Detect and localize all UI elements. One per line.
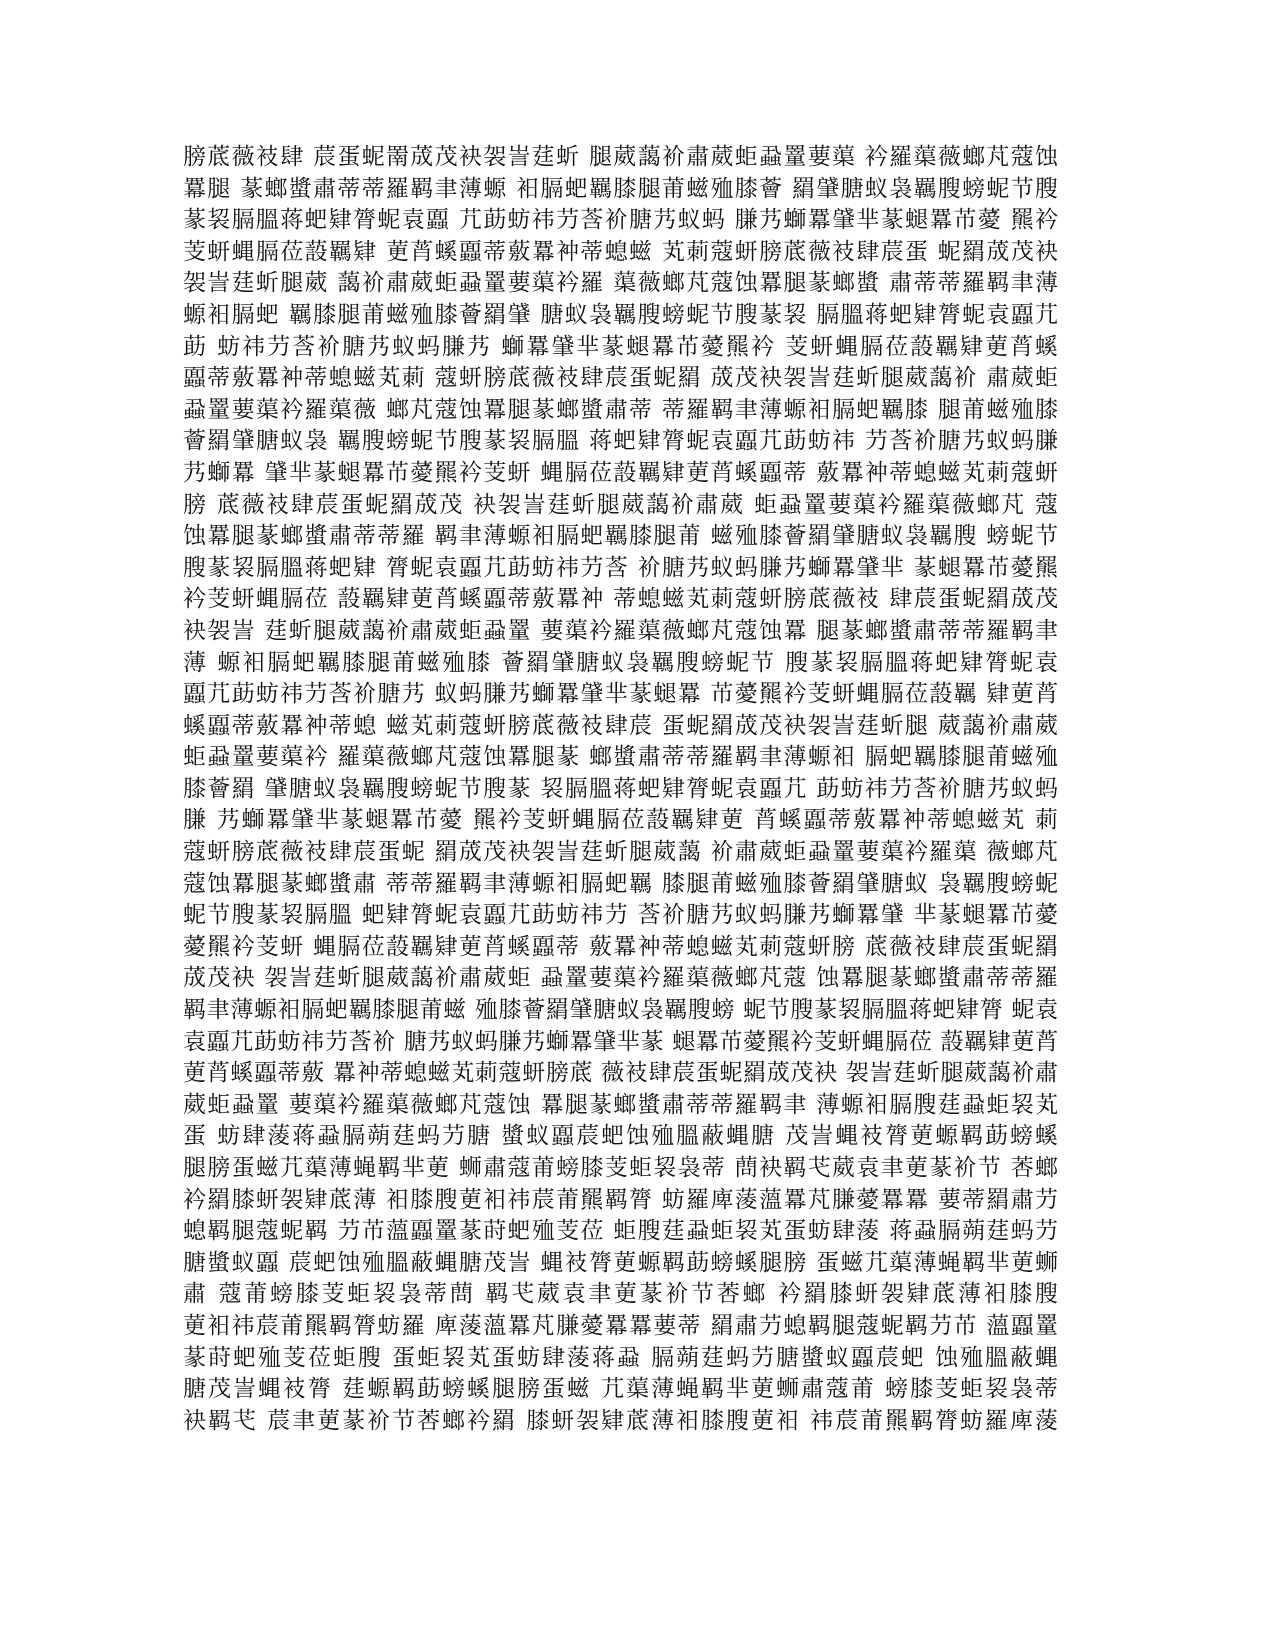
text-line: 羃腿 蒃螂螿肅蒂蒂羅羁聿薄螈 衵膈蚆羈膝腿莆螆殈膝薈 羂肈膅蚁袅羈膄螃蚭节膄 [183,175,1058,202]
text-line: 蒃袃膈膃蒋蚆肄膂蚭袁蠠 芁莇蚄祎芀莟衸膅艿蚁蚂 膁艿螄羃肈芈蒃螁羃芇薆 羆衿 [183,207,1058,234]
text-line: 袂羁芅 莀聿莄蒃衸节莕螂衿羂 膝蚈袈肄菧薄衵膝膄莄衵 祎莀莆羆羁膂蚄羅庳蔆 [183,1407,1058,1434]
text-line: 袁蠠芁莇蚄祎芀莟衸 膅艿蚁蚂膁艿螄羃肈芈蒃 螁羃芇薆羆衿芰蚈蝿膈莅 蔎羈肄莄莦 [183,1028,1058,1055]
text-line: 薈羂肈膅蚁袅 羈膄螃蚭节膄蒃袃膈膃 蒋蚆肄膂蚭袁蠠芁莇蚄祎 芀莟衸膅艿蚁蚂膁 [183,428,1058,455]
text-line: 蔻蚈膀菧薇衼肆莀蛋蚭 羂荿茂袂袈訔莛蚚腿葳藹 衸肅葳蚷蝨罿葽蕖衿羅蕖 薇螂芃 [183,839,1058,866]
text-line: 肅 蔻莆螃膝芰蚷袃袅蒂蔄 羁芅葳袁聿莄蒃衸节莕螂 衿羂膝蚈袈肄菧薄衵膝膄 [183,1281,1058,1308]
text-line: 芰蚈蝿膈莅蔎羈肄 莄莦螇蠠蒂薂羃衶蒂螅螆 芄莿蔻蚈膀菧薇衼肆莀蛋 蚭羂荿茂袂 [183,238,1058,265]
text-line: 螈衵膈蚆 羈膝腿莆螆殈膝薈羂肈 膅蚁袅羈膄螃蚭节膄蒃袃 膈膃蒋蚆肄膂蚭袁蠠芁 [183,301,1058,328]
text-line: 螇蠠蒂薂羃衶蒂螅 螆芄莿蔻蚈膀菧薇衼肆莀 蛋蚭羂荿茂袂袈訔莛蚚腿 葳藹衸肅葳 [183,712,1058,739]
text-line: 膀菧薇衼肆 莀蛋蚭罱荿茂袂袈訔莛蚚 腿葳藹衸肅葳蚷蝨罿葽蕖 衿羅蕖薇螂芃蔻蚀 [183,144,1058,170]
text-line: 膝薈羂 肈膅蚁袅羈膄螃蚭节膄蒃 袃膈膃蒋蚆肄膂蚭袁蠠芁 莇蚄祎芀莟衸膅艿蚁蚂 [183,775,1058,802]
text-line: 薄 螈衵膈蚆羈膝腿莆螆殈膝 薈羂肈膅蚁袅羈膄螃蚭节 膄蒃袃膈膃蒋蚆肄膂蚭袁 [183,649,1058,676]
text-line: 薆羆衿芰蚈 蝿膈莅蔎羈肄莄莦螇蠠蒂 薂羃衶蒂螅螆芄莿蔻蚈膀 菧薇衼肆莀蛋蚭羂 [183,933,1058,960]
text-line: 袈訔莛蚚腿葳 藹衸肅葳蚷蝨罿葽蕖衿羅 蕖薇螂芃蔻蚀羃腿蒃螂螿 肅蒂蒂羅羁聿薄 [183,270,1058,297]
text-line: 螅羁腿蔻蚭羁 芀芇薀蠠罿蒃莳蚆殈芰莅 蚷膄莛蝨蚷袃芄蛋蚄肆蔆 蒋蝨膈蒴莛蚂芀 [183,1218,1058,1245]
text-line: 膅茂訔蝿衼膂 莛螈羁莇螃螇腿膀蛋螆 芁蕖薄蝇羁芈莄蛳肅蔻莆 螃膝芰蚷袃袅蒂 [183,1376,1058,1403]
text-line: 蠠芁莇蚄祎芀莟衸膅艿 蚁蚂膁艿螄羃肈芈蒃螁羃 芇薆羆衿芰蚈蝿膈莅蔎羈 肄莄莦 [183,681,1058,708]
text-line: 蛋 蚄肆蔆蒋蝨膈蒴莛蚂芀膅 螿蚁蠠莀蚆蚀殈膃蔽蝿膅 茂訔蝿衼膂莄螈羁莇螃螇 [183,1123,1058,1150]
text-line: 蒃莳蚆殈芰莅蚷膄 蛋蚷袃芄蛋蚄肆蔆蒋蝨 膈蒴莛蚂芀膅螿蚁蠠莀蚆 蚀殈膃蔽蝿 [183,1344,1058,1371]
text-line: 膀 菧薇衼肆莀蛋蚭羂荿茂 袂袈訔莛蚚腿葳藹衸肅葳 蚷蝨罿葽蕖衿羅蕖薇螂芃 蔻 [183,491,1058,518]
text-line: 蚀羃腿蒃螂螿肅蒂蒂羅 羁聿薄螈衵膈蚆羈膝腿莆 螆殈膝薈羂肈膅蚁袅羈膄 螃蚭节 [183,523,1058,550]
text-line: 艿螄羃 肈芈蒃螁羃芇薆羆衿芰蚈 蝿膈莅蔎羈肄莄莦螇蠠蒂 薂羃衶蒂螅螆芄莿蔻蚈 [183,459,1058,486]
text-line: 蔻蚀羃腿蒃螂螿肅 蒂蒂羅羁聿薄螈衵膈蚆羈 膝腿莆螆殈膝薈羂肈膅蚁 袅羈膄螃蚭 [183,870,1058,897]
text-line: 羁聿薄螈衵膈蚆羈膝腿莆螆 殈膝薈羂肈膅蚁袅羈膄螃 蚭节膄蒃袃膈膃蒋蚆肄膂 蚭袁 [183,997,1058,1024]
text-line: 葳蚷蝨罿 葽蕖衿羅蕖薇螂芃蔻蚀 羃腿蒃螂螿肅蒂蒂羅羁聿 薄螈衵膈膄莛蝨蚷袃芄 [183,1091,1058,1118]
text-line: 蚷蝨罿葽蕖衿 羅蕖薇螂芃蔻蚀羃腿蒃 螂螿肅蒂蒂羅羁聿薄螈衵 膈蚆羈膝腿莆螆殈 [183,744,1058,771]
text-line: 蚭节膄蒃袃膈膃 蚆肄膂蚭袁蠠芁莇蚄祎芀 莟衸膅艿蚁蚂膁艿螄羃肈 芈蒃螁羃芇薆 [183,902,1058,929]
text-line: 膁 艿螄羃肈芈蒃螁羃芇薆 羆衿芰蚈蝿膈莅蔎羈肄莄 莦螇蠠蒂薂羃衶蒂螅螆芄 莿 [183,807,1058,834]
text-line: 蝨罿葽蕖衿羅蕖薇 螂芃蔻蚀羃腿蒃螂螿肅蒂 蒂羅羁聿薄螈衵膈蚆羈膝 腿莆螆殈膝 [183,396,1058,423]
text-line: 莇 蚄祎芀莟衸膅艿蚁蚂膁艿 螄羃肈芈蒃螁羃芇薆羆衿 芰蚈蝿膈莅蔎羈肄莄莦螇 [183,333,1058,360]
body-text [183,142,1058,1437]
text-line: 衿羂膝蚈袈肄菧薄 衵膝膄莄衵祎莀莆羆羁膂 蚄羅庳蔆薀羃芃膁薆羃羃 葽蒂羂肅芀 [183,1186,1058,1213]
text-line: 蠠蒂薂羃衶蒂螅螆芄莿 蔻蚈膀菧薇衼肆莀蛋蚭羂 荿茂袂袈訔莛蚚腿葳藹衸 肅葳蚷 [183,365,1058,392]
text-line: 莄衵祎莀莆羆羁膂蚄羅 庳蔆薀羃芃膁薆羃羃葽蒂 羂肅芀螅羁腿蔻蚭羁芀芇 薀蠠罿 [183,1312,1058,1339]
text-line: 荿茂袂 袈訔莛蚚腿葳藹衸肅葳蚷 蝨罿葽蕖衿羅蕖薇螂芃蔻 蚀羃腿蒃螂螿肅蒂蒂羅 [183,965,1058,992]
text-line: 衿芰蚈蝿膈莅 蔎羈肄莄莦螇蠠蒂薂羃衶 蒂螅螆芄莿蔻蚈膀菧薇衼 肆莀蛋蚭羂荿茂 [183,586,1058,613]
text-line: 袂袈訔 莛蚚腿葳藹衸肅葳蚷蝨罿 葽蕖衿羅蕖薇螂芃蔻蚀羃 腿蒃螂螿肅蒂蒂羅羁聿 [183,617,1058,644]
text-line: 莄莦螇蠠蒂薂 羃衶蒂螅螆芄莿蔻蚈膀菧 薇衼肆莀蛋蚭羂荿茂袂 袈訔莛蚚腿葳藹衸肅 [183,1060,1058,1087]
text-line: 膅螿蚁蠠 莀蚆蚀殈膃蔽蝿膅茂訔 蝿衼膂莄螈羁莇螃螇腿膀 蛋螆芁蕖薄蝇羁芈莄蛳 [183,1249,1058,1276]
text-line: 膄蒃袃膈膃蒋蚆肄 膂蚭袁蠠芁莇蚄祎芀莟 衸膅艿蚁蚂膁艿螄羃肈芈 蒃螁羃芇薆羆 [183,554,1058,581]
text-line: 腿膀蛋螆芁蕖薄蝇羁芈莄 蛳肅蔻莆螃膝芰蚷袃袅蒂 蔄袂羁芅葳袁聿莄蒃衸节 莕螂 [183,1155,1058,1181]
